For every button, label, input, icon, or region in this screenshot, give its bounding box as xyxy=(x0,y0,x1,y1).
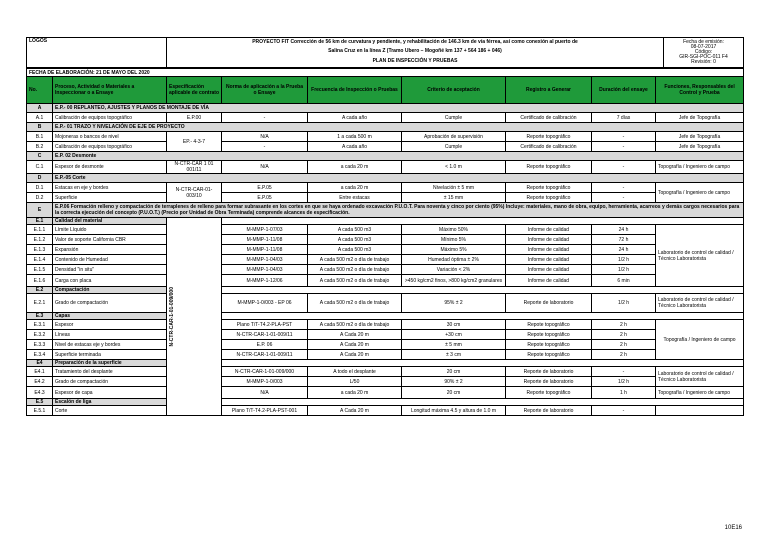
project-title-line1: PROYECTO FIT Corrección de 56 km de curvatura y pendiente, y rehabilitación de 146.3 km de vía férrea, así como conexión al puerto de xyxy=(252,39,578,45)
col-no: No. xyxy=(27,77,53,104)
cell: Estacas en eje y bordes xyxy=(53,183,167,193)
subsection-label: Escalón de liga xyxy=(53,399,167,406)
cell: Reporte de laboratorio xyxy=(506,377,592,387)
section-no: C xyxy=(27,152,53,161)
cell: Topografía / Ingeniero de campo xyxy=(656,161,744,174)
cell: A cada 500 m2 o día de trabajo xyxy=(308,255,402,265)
cell: Máximo 50% xyxy=(402,225,506,235)
subsection-label: Capas xyxy=(53,313,167,320)
cell: E.1.2 xyxy=(27,235,53,245)
cell: A cada 500 m2 o día de trabajo xyxy=(308,320,402,330)
table-row xyxy=(27,330,744,340)
col-criterio: Criterio de aceptación xyxy=(402,77,506,104)
cell: Certificado de calibración xyxy=(506,113,592,123)
cell: - xyxy=(592,132,656,142)
cell: A Cada 20 m xyxy=(308,406,402,416)
cell: Calibración de equipos topográfico xyxy=(53,113,167,123)
col-frecuencia: Frecuencia de Inspección o Pruebas xyxy=(308,77,402,104)
cell: Superficie xyxy=(53,193,167,203)
cell: 1/2 h xyxy=(592,377,656,387)
project-title xyxy=(167,38,664,57)
cell: E4.2 xyxy=(27,377,53,387)
cell: - xyxy=(222,113,308,123)
cell: A Cada 20 m xyxy=(308,330,402,340)
cell: +30 cm xyxy=(402,330,506,340)
cell: D.2 xyxy=(27,193,53,203)
table-row xyxy=(27,255,744,265)
cell: - xyxy=(222,142,308,152)
cell: N/A xyxy=(222,161,308,174)
section-label: E.P.- 01 TRAZO Y NIVELACIÓN DE EJE DE PROYECTO xyxy=(53,123,744,132)
cell: Superficie terminada xyxy=(53,350,167,360)
cell: Reporte de laboratorio xyxy=(506,406,592,416)
cell: Certificado de calibración xyxy=(506,142,592,152)
cell: 1/2 h xyxy=(592,255,656,265)
cell: Grado de compactación xyxy=(53,377,167,387)
cell: 2 h xyxy=(592,350,656,360)
cell: Repote topográfico xyxy=(506,350,592,360)
cell: A cada 500 m2 o día de trabajo xyxy=(308,265,402,275)
cell: Informe de calidad xyxy=(506,275,592,287)
fecha-elaboracion: FECHA DE ELABORACIÓN: 21 DE MAYO DEL 2020 xyxy=(27,69,744,77)
section-no: E xyxy=(27,203,53,218)
cell: Topografía / Ingeniero de campo xyxy=(656,387,744,399)
cell: Repote topográfico xyxy=(506,330,592,340)
cell: E.P.00 xyxy=(167,113,222,123)
cell: A cada 500 m3 xyxy=(308,235,402,245)
cell: A cada 500 m2 o día de trabajo xyxy=(308,294,402,313)
col-proceso: Proceso, Actividad o Materiales a Inspeccionar o a Ensaye xyxy=(53,77,167,104)
cell: < 1.0 m xyxy=(402,161,506,174)
cell: M-MMP-1-07/03 xyxy=(222,225,308,235)
cell: Entre estacas xyxy=(308,193,402,203)
subsection-no: E.1 xyxy=(27,218,53,225)
cell: D.1 xyxy=(27,183,53,193)
cell: E.3.2 xyxy=(27,330,53,340)
cell: Laboratorio de control de calidad / Técnico Laboratorista xyxy=(656,294,744,313)
cell: B.2 xyxy=(27,142,53,152)
cell: 20 cm xyxy=(402,367,506,377)
cell: Informe de calidad xyxy=(506,225,592,235)
cell: Topografía / Ingeniero de campo xyxy=(656,183,744,203)
cell: - xyxy=(592,193,656,203)
cell: - xyxy=(592,161,656,174)
subsection-label: Calidad del material xyxy=(53,218,167,225)
section-row xyxy=(27,104,744,113)
table-row xyxy=(27,294,744,313)
cell: A.1 xyxy=(27,113,53,123)
cell: 72 h xyxy=(592,235,656,245)
cell: 1/2 h xyxy=(592,265,656,275)
cell: Nivelación ± 5 mm xyxy=(402,183,506,193)
cell: Jefe de Topografía xyxy=(656,142,744,152)
cell: E.1.1 xyxy=(27,225,53,235)
cell: 24 h xyxy=(592,225,656,235)
table-row xyxy=(27,377,744,387)
cell: N-CTR-CAR-1-01-009/000 xyxy=(222,367,308,377)
table-row xyxy=(27,406,744,416)
section-no: B xyxy=(27,123,53,132)
table-row xyxy=(27,132,744,142)
cell: B.1 xyxy=(27,132,53,142)
table-row xyxy=(27,183,744,193)
section-row xyxy=(27,123,744,132)
cell: A todo el desplante xyxy=(308,367,402,377)
subsection-no: E.5 xyxy=(27,399,53,406)
cell: Contenido de Humedad xyxy=(53,255,167,265)
cell: M-MMP-1-12/06 xyxy=(222,275,308,287)
cell: Mínimo 5% xyxy=(402,235,506,245)
table-row xyxy=(27,245,744,255)
cell: Grado de compactación xyxy=(53,294,167,313)
meta-fecha-val: 08-07-2017 xyxy=(690,44,717,50)
section-no: D xyxy=(27,174,53,183)
cell: 90% ± 2 xyxy=(402,377,506,387)
cell: 30 cm xyxy=(402,320,506,330)
cell: E.1.5 xyxy=(27,265,53,275)
cell: M-MMP-1-0/003 xyxy=(222,377,308,387)
cell: E.3.1 xyxy=(27,320,53,330)
cell: ± 15 mm xyxy=(402,193,506,203)
section-label: E.P.06 Formación relleno y compactación de terraplenes de relleno para formar subrasante en los cortes en que se haya ordenado excavación P.U.O.T. Para noventa y cinco por ciento (95%) Incluye: materiales, mano de obra, equipo, herramienta, acarreos y demás cargos necesarios para la correcta ejecución del concepto (P.U.O.T.) (Precio por Unidad de Obra Terminada) comprende alcances de especificación. xyxy=(53,203,744,218)
cell: a cada 20 m xyxy=(308,161,402,174)
cell: Espesor xyxy=(53,320,167,330)
document-meta xyxy=(664,38,744,68)
cell: Calibración de equipos topográfico xyxy=(53,142,167,152)
cell: A cada año xyxy=(308,113,402,123)
cell: Reporte topográfico xyxy=(506,132,592,142)
subsection-row xyxy=(27,218,744,225)
cell: Plano T/T-T4.2-PLA-PST xyxy=(222,320,308,330)
table-row xyxy=(27,350,744,360)
section-label: E.P. 02 Desmonte xyxy=(53,152,744,161)
vertical-spec-text: N-CTR-CAR-1-01-009/000 xyxy=(169,286,175,347)
cell: Reporte topográfico xyxy=(506,183,592,193)
col-norma: Norma de aplicación a la Prueba o Ensaye xyxy=(222,77,308,104)
section-no: A xyxy=(27,104,53,113)
cell: - xyxy=(592,142,656,152)
cell xyxy=(222,218,744,225)
cell: Humedad óptima ± 2% xyxy=(402,255,506,265)
col-registro: Registro a Generar xyxy=(506,77,592,104)
section-row xyxy=(27,203,744,218)
cell: 2 h xyxy=(592,340,656,350)
cell: - xyxy=(592,367,656,377)
table-row xyxy=(27,235,744,245)
table-row xyxy=(27,225,744,235)
cell: Variación < 2% xyxy=(402,265,506,275)
cell: M-MMP-1-0/003 - EP 06 xyxy=(222,294,308,313)
cell: E.2.1 xyxy=(27,294,53,313)
cell: Longitud máxima 4.5 y altura de 1.0 m xyxy=(402,406,506,416)
cell: Laboratorio de control de calidad / Técnico Laboratorista xyxy=(656,225,744,287)
subsection-row xyxy=(27,360,744,367)
cell: Jefe de Topografía xyxy=(656,113,744,123)
meta-codigo-val: GIR-SGI-POC-011 F4 xyxy=(679,54,728,60)
cell: E4.3 xyxy=(27,387,53,399)
cell: Corte xyxy=(53,406,167,416)
cell: Máximo 5% xyxy=(402,245,506,255)
cell: Plano T/T-T4.2-PLA-PST-001 xyxy=(222,406,308,416)
subsection-row xyxy=(27,287,744,294)
cell: N-CTR-CAR 1 01 001/11 xyxy=(167,161,222,174)
cell: A Cada 20 m xyxy=(308,340,402,350)
subsection-no: E4 xyxy=(27,360,53,367)
cell: E.P.05 xyxy=(222,183,308,193)
cell: M-MMP-1-04/03 xyxy=(222,255,308,265)
cell: Mojoneras o bancos de nivel xyxy=(53,132,167,142)
table-row xyxy=(27,142,744,152)
cell: a cada 20 m xyxy=(308,183,402,193)
cell: Tratamiento del desplante xyxy=(53,367,167,377)
cell: N/A xyxy=(222,387,308,399)
section-row xyxy=(27,152,744,161)
cell: Valor de soporte California CBR xyxy=(53,235,167,245)
cell: 1/2 h xyxy=(592,294,656,313)
cell: C.1 xyxy=(27,161,53,174)
subsection-row xyxy=(27,313,744,320)
cell: A cada 500 m3 xyxy=(308,225,402,235)
page-number: 10E16 xyxy=(724,525,742,531)
section-label: E.P.-05 Corte xyxy=(53,174,744,183)
cell: A Cada 20 m xyxy=(308,350,402,360)
cell: ± 3 cm xyxy=(402,350,506,360)
cell: 1 h xyxy=(592,387,656,399)
cell: Reporte de laboratorio xyxy=(506,294,592,313)
cell: Aprobación de supervisión xyxy=(402,132,506,142)
cell: 2 h xyxy=(592,330,656,340)
cell: a cada 20 m xyxy=(308,387,402,399)
table-row xyxy=(27,340,744,350)
cell: 24 h xyxy=(592,245,656,255)
cell: E.1.3 xyxy=(27,245,53,255)
cell: M-MMP-1-11/08 xyxy=(222,245,308,255)
section-row xyxy=(27,174,744,183)
cell: N-CTR-CAR-1-01-009/11 xyxy=(222,350,308,360)
cell: Topografía / Ingeniero de campo xyxy=(656,320,744,360)
cell: A cada 500 m2 o día de trabajo xyxy=(308,275,402,287)
subsection-label: Compactación xyxy=(53,287,167,294)
cell: N-CTR-CAR-1-01-009/11 xyxy=(222,330,308,340)
cell xyxy=(222,360,744,367)
meta-fecha-emision: Fecha de emisión: xyxy=(683,39,724,45)
column-header-row xyxy=(27,77,744,104)
subsection-row xyxy=(27,399,744,406)
cell xyxy=(656,406,744,416)
cell: EP.- 4-3-7 xyxy=(167,132,222,152)
table-row xyxy=(27,387,744,399)
header-table xyxy=(26,37,744,68)
cell: >450 kg/cm2 finos, >800 kg/cm2 granulares xyxy=(402,275,506,287)
cell: A cada 500 m3 xyxy=(308,245,402,255)
cell: Informe de calidad xyxy=(506,255,592,265)
cell: 6 min xyxy=(592,275,656,287)
cell: Expansión xyxy=(53,245,167,255)
cell: Informe de calidad xyxy=(506,265,592,275)
cell: E4.1 xyxy=(27,367,53,377)
meta-revision: Revisión: 0 xyxy=(691,59,716,65)
cell: N/A xyxy=(222,132,308,142)
cell: Límite Líquido xyxy=(53,225,167,235)
cell: 20 cm xyxy=(402,387,506,399)
table-row xyxy=(27,367,744,377)
table-row xyxy=(27,193,744,203)
cell: Informe de calidad xyxy=(506,235,592,245)
meta-codigo: Código: xyxy=(694,49,713,55)
col-especificacion: Especificación aplicable de contrato xyxy=(167,77,222,104)
cell: E.3.3 xyxy=(27,340,53,350)
cell xyxy=(222,287,744,294)
cell: Jefe de Topografía xyxy=(656,132,744,142)
table-row xyxy=(27,275,744,287)
cell: E.1.6 xyxy=(27,275,53,287)
col-funciones: Funciones, Responsables del Control y Prueba xyxy=(656,77,744,104)
cell xyxy=(222,399,744,406)
vertical-spec-cell xyxy=(167,218,222,416)
cell: Espesor de capa xyxy=(53,387,167,399)
cell: - xyxy=(592,406,656,416)
cell: E.5.1 xyxy=(27,406,53,416)
cell: Laboratorio de control de calidad / Técnico Laboratorista xyxy=(656,367,744,387)
cell: Líneas xyxy=(53,330,167,340)
cell: Cumple xyxy=(402,113,506,123)
cell: Reporte topográfico xyxy=(506,161,592,174)
cell: Informe de calidad xyxy=(506,245,592,255)
cell: 2 h xyxy=(592,320,656,330)
cell: 95% ± 2 xyxy=(402,294,506,313)
cell: Nivel de estacas eje y bordes xyxy=(53,340,167,350)
cell: - xyxy=(592,183,656,193)
cell: Repote topográfico xyxy=(506,320,592,330)
table-row xyxy=(27,320,744,330)
plan-title: PLAN DE INSPECCIÓN Y PRUEBAS xyxy=(167,56,664,68)
cell: Reporte topográfico xyxy=(506,387,592,399)
cell: N-CTR-CAR-01-003/10 xyxy=(167,183,222,203)
cell: M-MMP-1-04/03 xyxy=(222,265,308,275)
inspection-plan-sheet xyxy=(26,37,743,416)
cell: Reporte topográfico xyxy=(506,193,592,203)
subsection-no: E.3 xyxy=(27,313,53,320)
table-row xyxy=(27,113,744,123)
cell: 1 a cada 500 m xyxy=(308,132,402,142)
cell: Densidad "in situ" xyxy=(53,265,167,275)
cell: Cumple xyxy=(402,142,506,152)
project-title-line2: Salina Cruz en la línea Z (Tramo Ubero – Mogoñé km 137 + 564 186 + 046) xyxy=(328,48,502,54)
cell: E.P. 06 xyxy=(222,340,308,350)
cell: Espesor de desmonte xyxy=(53,161,167,174)
subsection-no: E.2 xyxy=(27,287,53,294)
cell: E.P.05 xyxy=(222,193,308,203)
section-label: E.P.- 00 REPLANTEO, AJUSTES Y PLANOS DE MONTAJE DE VÍA xyxy=(53,104,744,113)
table-row xyxy=(27,161,744,174)
cell: L/50 xyxy=(308,377,402,387)
cell: M-MMP-1-11/08 xyxy=(222,235,308,245)
subsection-label: Preparación de la superficie xyxy=(53,360,167,367)
col-duracion: Duración del ensaye xyxy=(592,77,656,104)
cell: A cada año xyxy=(308,142,402,152)
cell: ± 5 mm xyxy=(402,340,506,350)
table-row xyxy=(27,265,744,275)
cell: Repote topográfico xyxy=(506,340,592,350)
cell: E.3.4 xyxy=(27,350,53,360)
cell: E.1.4 xyxy=(27,255,53,265)
cell: Reporte de laboratorio xyxy=(506,367,592,377)
inspection-table xyxy=(26,68,744,416)
logos-cell: LOGOS xyxy=(27,38,167,68)
cell: Carga con placa xyxy=(53,275,167,287)
cell: 7 días xyxy=(592,113,656,123)
cell xyxy=(222,313,744,320)
